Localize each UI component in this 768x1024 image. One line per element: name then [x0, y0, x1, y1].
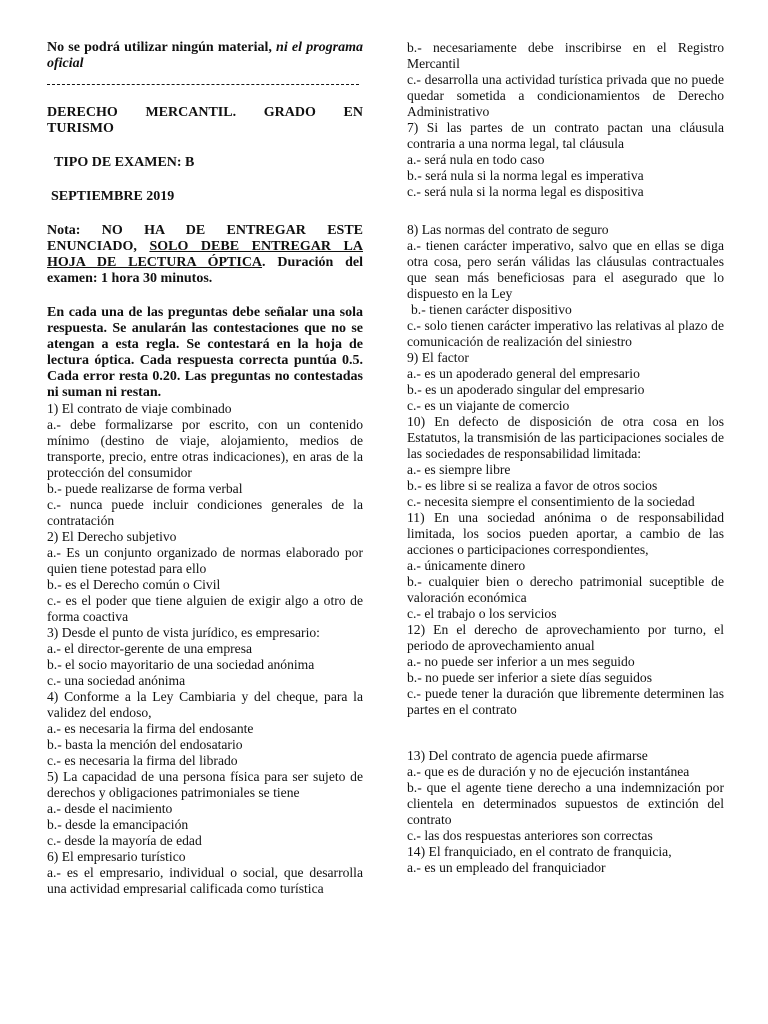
option-c: c.- es necesaria la firma del librado	[47, 753, 238, 768]
exam-type: TIPO DE EXAMEN: B	[54, 155, 195, 170]
option-b: b.- es el Derecho común o Civil	[47, 577, 221, 592]
option-a: a.- es un apoderado general del empresario	[407, 366, 640, 381]
option-b: b.- desde la emancipación	[47, 817, 189, 832]
option-a: a.- no puede ser inferior a un mes seguido	[407, 654, 635, 669]
question-stem: 9) El factor	[407, 350, 469, 365]
option-a: a.- es un empleado del franquiciador	[407, 860, 606, 875]
option-b: b.- es un apoderado singular del empresario	[407, 382, 645, 397]
option-a: a.- es siempre libre	[407, 462, 511, 477]
question-stem: 12) En el derecho de aprovechamiento por turno, el periodo de aprovechamiento anual	[407, 622, 724, 653]
option-b: b.- basta la mención del endosatario	[47, 737, 243, 752]
question-5	[47, 769, 363, 849]
question-1	[47, 401, 363, 529]
option-c: c.- necesita siempre el consentimiento de la sociedad	[407, 494, 695, 509]
left-column	[47, 40, 363, 897]
question-stem: 8) Las normas del contrato de seguro	[407, 222, 609, 237]
question-14	[407, 844, 724, 876]
option-b: b.- que el agente tiene derecho a una indemnización por clientela en determinados supuestos de extinción del contrato	[407, 780, 724, 827]
dashed-divider	[47, 84, 359, 87]
question-stem: 5) La capacidad de una persona física para ser sujeto de derechos y obligaciones patrimoniales se tiene	[47, 769, 363, 800]
option-a: a.- desde el nacimiento	[47, 801, 173, 816]
option-c: c.- nunca puede incluir condiciones generales de la contratación	[47, 497, 363, 528]
option-b: b.- puede realizarse de forma verbal	[47, 481, 243, 496]
exam-note-prefix: Nota: NO HA DE ENTREGAR ESTE ENUNCIADO,	[47, 223, 363, 254]
course-title-line2: TURISMO	[47, 121, 114, 136]
option-c: c.- es el poder que tiene alguien de exigir algo a otro de forma coactiva	[47, 593, 363, 624]
option-c: c.- desde la mayoría de edad	[47, 833, 202, 848]
question-stem: 7) Si las partes de un contrato pactan una cláusula contraria a una norma legal, tal cláusula	[407, 120, 724, 151]
question-11	[407, 510, 724, 622]
question-stem: 11) En una sociedad anónima o de responsabilidad limitada, los socios pueden aportar, a cambio de las acciones o participaciones correspondientes,	[407, 510, 724, 557]
exam-note-suffix: . Duración del examen: 1 hora 30 minutos.	[47, 255, 363, 286]
option-b: b.- será nula si la norma legal es imperativa	[407, 168, 644, 183]
question-stem: 4) Conforme a la Ley Cambiaria y del cheque, para la validez del endoso,	[47, 689, 363, 720]
no-material-notice	[47, 40, 363, 72]
option-b: b.- es libre si se realiza a favor de otros socios	[407, 478, 658, 493]
question-stem: 1) El contrato de viaje combinado	[47, 401, 232, 416]
question-7	[407, 120, 724, 200]
option-a: a.- únicamente dinero	[407, 558, 526, 573]
course-title	[47, 105, 363, 137]
question-12	[407, 622, 724, 718]
option-a: a.- el director-gerente de una empresa	[47, 641, 253, 656]
exam-note	[47, 223, 363, 287]
question-9	[407, 350, 724, 414]
option-a: a.- es el empresario, individual o social, que desarrolla una actividad empresarial calificada como turística	[47, 865, 363, 896]
option-c: c.- será nula si la norma legal es dispositiva	[407, 184, 644, 199]
question-4	[47, 689, 363, 769]
question-2	[47, 529, 363, 625]
no-material-text-italic: ni el programa oficial	[47, 40, 363, 71]
option-b: b.- necesariamente debe inscribirse en el Registro Mercantil	[407, 40, 724, 71]
question-stem: 3) Desde el punto de vista jurídico, es empresario:	[47, 625, 320, 640]
option-a: a.- debe formalizarse por escrito, con un contenido mínimo (destino de viaje, alojamiento, medios de transporte, precio, entre otras indicaciones), en aras de la protección del consumidor	[47, 417, 363, 480]
question-stem: 14) El franquiciado, en el contrato de franquicia,	[407, 844, 672, 859]
option-b: b.- el socio mayoritario de una sociedad anónima	[47, 657, 315, 672]
option-c: c.- una sociedad anónima	[47, 673, 186, 688]
exam-instructions: En cada una de las preguntas debe señalar una sola respuesta. Se anularán las contestaciones que no se atengan a esta regla. Se contestará en la hoja de lectura óptica. Cada respuesta correcta puntúa 0.5. Cada error resta 0.20. Las preguntas no contestadas ni suman ni restan.	[47, 305, 363, 400]
option-c: c.- es un viajante de comercio	[407, 398, 570, 413]
question-6	[47, 849, 363, 897]
option-a: a.- tienen carácter imperativo, salvo que en ellas se diga otra cosa, pero serán válidas las cláusulas contractuales que sean más beneficiosas para el asegurado que lo dispuesto en la Ley	[407, 238, 724, 301]
question-stem: 2) El Derecho subjetivo	[47, 529, 177, 544]
option-c: c.- las dos respuestas anteriores son correctas	[407, 828, 653, 843]
question-6-continued	[407, 40, 724, 120]
option-a: a.- que es de duración y no de ejecución instantánea	[407, 764, 690, 779]
option-a: a.- Es un conjunto organizado de normas elaborado por quien tiene potestad para ello	[47, 545, 363, 576]
question-8	[407, 222, 724, 350]
option-c: c.- desarrolla una actividad turística privada que no puede quedar sometida a condicionamientos de Derecho Administrativo	[407, 72, 724, 119]
question-stem: 13) Del contrato de agencia puede afirmarse	[407, 748, 648, 763]
question-stem: 10) En defecto de disposición de otra cosa en los Estatutos, la transmisión de las participaciones sociales de las sociedades de responsabilidad limitada:	[407, 414, 724, 461]
question-3	[47, 625, 363, 689]
option-c: c.- solo tienen carácter imperativo las relativas al plazo de comunicación de realización del siniestro	[407, 318, 724, 349]
question-13	[407, 748, 724, 844]
option-b: b.- tienen carácter dispositivo	[411, 302, 572, 317]
option-c: c.- puede tener la duración que libremente determinen las partes en el contrato	[407, 686, 724, 717]
question-10	[407, 414, 724, 510]
option-b: b.- no puede ser inferior a siete días seguidos	[407, 670, 652, 685]
no-material-text: No se podrá utilizar ningún material,	[47, 40, 272, 55]
course-title-line1: DERECHO MERCANTIL. GRADO EN	[47, 105, 363, 120]
option-c: c.- el trabajo o los servicios	[407, 606, 557, 621]
right-column	[407, 40, 724, 876]
option-a: a.- es necesaria la firma del endosante	[47, 721, 254, 736]
option-a: a.- será nula en todo caso	[407, 152, 545, 167]
question-stem: 6) El empresario turístico	[47, 849, 186, 864]
exam-date: SEPTIEMBRE 2019	[51, 189, 175, 204]
exam-note-underlined: SOLO DEBE ENTREGAR LA HOJA DE LECTURA ÓPTICA	[47, 239, 364, 270]
option-b: b.- cualquier bien o derecho patrimonial suceptible de valoración económica	[407, 574, 724, 605]
